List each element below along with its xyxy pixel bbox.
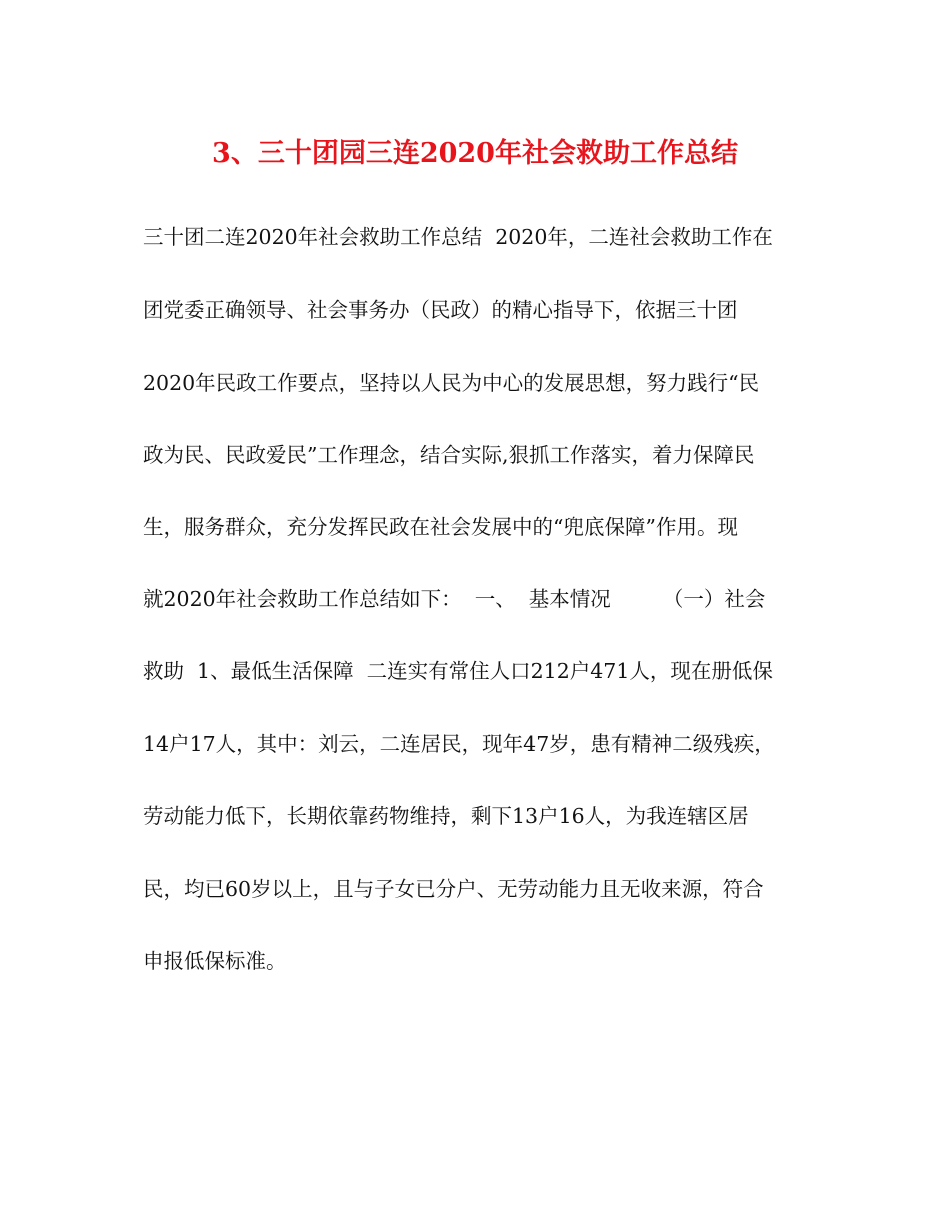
body-line-8: 14户17人，其中：刘云，二连居民，现年47岁，患有精神二级残疾， [143,732,775,756]
body-line-2: 团党委正确领导、社会事务办（民政）的精心指导下，依据三十团 [143,298,738,322]
body-line-1: 三十团二连2020年社会救助工作总结 2020年，二连社会救助工作在 [143,225,773,249]
body-line-3: 2020年民政工作要点，坚持以人民为中心的发展思想，努力践行“民 [143,371,760,395]
document-title: 3、三十团园三连2020年社会救助工作总结 [212,138,738,169]
body-line-10: 民，均已60岁以上，且与子女已分户、无劳动能力且无收来源，符合 [143,877,764,901]
body-line-6: 就2020年社会救助工作总结如下： 一、 基本情况 （一）社会 [143,587,766,611]
body-line-7: 救助 1、最低生活保障 二连实有常住人口212户471人，现在册低保 [143,659,773,683]
body-line-9: 劳动能力低下，长期依靠药物维持，剩下13户16人，为我连辖区居 [143,804,749,828]
body-line-4: 政为民、民政爱民”工作理念，结合实际,狠抓工作落实，着力保障民 [143,443,755,467]
body-line-5: 生，服务群众，充分发挥民政在社会发展中的“兜底保障”作用。现 [143,515,738,539]
body-line-11: 申报低保标准。 [143,949,287,973]
